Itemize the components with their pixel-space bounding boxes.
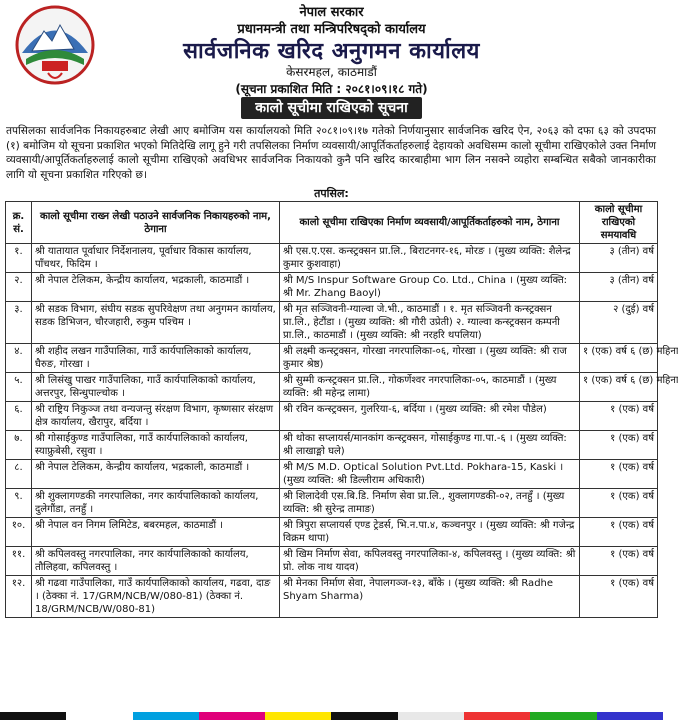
row-vendor: श्री त्रिपुरा सप्लायर्स एण्ड ट्रेडर्स, भि.न.पा.४, कञ्चनपुर । (मुख्य व्यक्ति: श्री गजेन्द्र विक्रम थापा) <box>280 518 580 547</box>
row-duration: ३ (तीन) वर्ष <box>580 244 658 273</box>
table-row <box>6 518 658 547</box>
table-row <box>6 273 658 302</box>
row-duration: २ (दुई) वर्ष <box>580 302 658 344</box>
ministry-name: प्रधानमन्त्री तथा मन्त्रिपरिषद्को कार्यालय <box>237 22 426 37</box>
row-public-body: श्री यातायात पूर्वाधार निर्देशनालय, पूर्वाधार विकास कार्यालय, पाँचथर, फिदिम । <box>32 244 280 273</box>
row-duration: १ (एक) वर्ष <box>580 402 658 431</box>
row-vendor: श्री सुम्मी कन्स्ट्रक्सन प्रा.लि., गोकर्णेश्वर नगरपालिका-०५, काठमाडौं । (मुख्य व्यक्ति: श्री महेन्द्र लामा) <box>280 373 580 402</box>
publish-date: (सूचना प्रकाशित मिति : २०८१।०९।१८ गते) <box>235 82 428 96</box>
table-body <box>6 244 678 618</box>
table-header-row <box>6 202 658 244</box>
print-color-bar <box>0 712 663 720</box>
row-sn: ३. <box>6 302 32 344</box>
office-location: केसरमहल, काठमाडौं <box>286 65 377 79</box>
blacklist-table <box>5 201 678 618</box>
notice-banner <box>0 97 663 121</box>
government-name: नेपाल सरकार <box>299 5 364 20</box>
row-sn: २. <box>6 273 32 302</box>
row-duration: १ (एक) वर्ष <box>580 460 658 489</box>
row-sn: १०. <box>6 518 32 547</box>
notice-title: कालो सूचीमा राखिएको सूचना <box>241 97 421 119</box>
row-public-body: श्री सडक विभाग, संघीय सडक सुपरिवेक्षण तथा अनुगमन कार्यालय, सडक डिभिजन, चौरजहारी, रुकुम पश्चिम । <box>32 302 280 344</box>
tapsil-heading: तपसिल: <box>314 187 349 200</box>
row-vendor: श्री मृत सञ्जिवनी-ग्याल्वा जे.भी., काठमाडौं । १. मृत सञ्जिवनी कन्स्ट्रक्सन प्रा.लि., हेटौंडा । (मुख्य व्यक्ति: श्री गौरी उप्रेती) २. ग्याल्वा कन्स्ट्रक्सन कम्पनी प्रा.लि., काठमाडौं । (मुख्य व्यक्ति: श्री नरहरि थपलिया) <box>280 302 580 344</box>
header-sn: क्र. सं. <box>6 202 32 244</box>
row-vendor: श्री थोका सप्लायर्स/मानकांग कन्स्ट्रक्सन, गोसाईकुण्ड गा.पा.-६ । (मुख्य व्यक्ति: श्री लाखाङ्मो घले) <box>280 431 580 460</box>
table-row <box>6 460 658 489</box>
row-duration: १ (एक) वर्ष <box>580 576 658 618</box>
table-row <box>6 489 658 518</box>
row-duration: ३ (तीन) वर्ष <box>580 273 658 302</box>
row-vendor: श्री रविन कन्स्ट्रक्सन, गुलरिया-६, बर्दिया । (मुख्य व्यक्ति: श्री रमेश पौडेल) <box>280 402 580 431</box>
row-duration: १ (एक) वर्ष <box>580 489 658 518</box>
row-sn: १. <box>6 244 32 273</box>
header-duration: कालो सूचीमा राखिएको समयावधि <box>580 202 658 244</box>
row-public-body: श्री गढवा गाउँपालिका, गाउँ कार्यपालिकाको कार्यालय, गढवा, दाङ । (ठेक्का नं. 17/GRM/NCB/W/080-81) (ठेक्का नं. 18/GRM/NCB/W/080-81) <box>32 576 280 618</box>
row-vendor: श्री एस.ए.एस. कन्स्ट्रक्सन प्रा.लि., बिराटनगर-१६, मोरङ । (मुख्य व्यक्ति: शैलेन्द्र कुमार कुशवाहा) <box>280 244 580 273</box>
row-duration: १ (एक) वर्ष <box>580 431 658 460</box>
table-row <box>6 576 658 618</box>
row-vendor: श्री M/S M.D. Optical Solution Pvt.Ltd. Pokhara-15, Kaski । (मुख्य व्यक्ति: श्री डिल्लीराम अधिकारी) <box>280 460 580 489</box>
office-title: सार्वजनिक खरिद अनुगमन कार्यालय <box>183 39 480 64</box>
header-vendor: कालो सूचीमा राखिएका निर्माण व्यवसायी/आपूर्तिकर्ताहरुको नाम, ठेगाना <box>280 202 580 244</box>
table-row <box>6 344 658 373</box>
table-row <box>6 547 658 576</box>
row-sn: ५. <box>6 373 32 402</box>
row-public-body: श्री नेपाल टेलिकम, केन्द्रीय कार्यालय, भद्रकाली, काठमाडौं । <box>32 273 280 302</box>
row-public-body: श्री शुक्लागण्डकी नगरपालिका, नगर कार्यपालिकाको कार्यालय, दुलेगौंडा, तनहुँ । <box>32 489 280 518</box>
row-sn: ७. <box>6 431 32 460</box>
row-sn: ८. <box>6 460 32 489</box>
table-row <box>6 373 658 402</box>
row-sn: ११. <box>6 547 32 576</box>
table-row <box>6 402 658 431</box>
row-public-body: श्री नेपाल वन निगम लिमिटेड, बबरमहल, काठमाडौं । <box>32 518 280 547</box>
table-row <box>6 302 658 344</box>
intro-paragraph: तपसिलका सार्वजनिक निकायहरुबाट लेखी आए बमोजिम यस कार्यालयको मिति २०८१।०९।१७ गतेको निर्णयानुसार सार्वजनिक खरिद ऐन, २०६३ को दफा ६३ को उपदफा (१) बमोजिम यो सूचना प्रकाशित भएको मितिदेखि लागू हुने गरी तपसिलका निर्माण व्यवसायी/आपूर्तिकर्ताहरुलाई देहायको अवधिसम्म कालो सूचीमा राखिएकोले उक्त निर्माण व्यवसायी/आपूर्तिकर्ताहरुलाई कालो सूचीमा राखिएको अवधिभर सार्वजनिक निकायको कुनै पनि खरिद कारबाहीमा भाग लिन नसक्ने व्यहोरा सम्बन्धित सबैको जानकारीका लागि यो सूचना प्रकाशित गरिएको छ। <box>6 125 656 181</box>
header-body: कालो सूचीमा राख्न लेखी पठाउने सार्वजनिक निकायहरुको नाम, ठेगाना <box>32 202 280 244</box>
table-row <box>6 244 658 273</box>
row-sn: ४. <box>6 344 32 373</box>
row-duration: १ (एक) वर्ष ६ (छ) महिना <box>580 344 658 373</box>
row-vendor: श्री M/S Inspur Software Group Co. Ltd., China । (मुख्य व्यक्ति: श्री Mr. Zhang Baoyl) <box>280 273 580 302</box>
header <box>0 0 663 96</box>
row-vendor: श्री लक्ष्मी कन्स्ट्रक्सन, गोरखा नगरपालिका-०६, गोरखा । (मुख्य व्यक्ति: श्री राज कुमार श्रेष्ठ) <box>280 344 580 373</box>
row-duration: १ (एक) वर्ष <box>580 547 658 576</box>
row-public-body: श्री गोसाईकुण्ड गाउँपालिका, गाउँ कार्यपालिकाको कार्यालय, स्याफ्रुबेसी, रसुवा । <box>32 431 280 460</box>
row-public-body: श्री नेपाल टेलिकम, केन्द्रीय कार्यालय, भद्रकाली, काठमाडौं । <box>32 460 280 489</box>
row-sn: १२. <box>6 576 32 618</box>
row-duration: १ (एक) वर्ष <box>580 518 658 547</box>
row-public-body: श्री शहीद लखन गाउँपालिका, गाउँ कार्यपालिकाको कार्यालय, घैरुङ, गोरखा । <box>32 344 280 373</box>
row-vendor: श्री शिलादेवी एस.बि.डि. निर्माण सेवा प्रा.लि., शुक्लागण्डकी-०२, तनहुँ । (मुख्य व्यक्ति: श्री सुरेन्द्र तामाङ) <box>280 489 580 518</box>
table-row <box>6 431 658 460</box>
row-duration: १ (एक) वर्ष ६ (छ) महिना <box>580 373 658 402</box>
row-public-body: श्री लिसंखु पाखर गाउँपालिका, गाउँ कार्यपालिकाको कार्यालय, अत्तरपुर, सिन्धुपाल्चोक । <box>32 373 280 402</box>
row-vendor: श्री खिम निर्माण सेवा, कपिलवस्तु नगरपालिका-४, कपिलवस्तु । (मुख्य व्यक्ति: श्री प्रो. लोक नाथ यादव) <box>280 547 580 576</box>
row-sn: ६. <box>6 402 32 431</box>
row-vendor: श्री मेनका निर्माण सेवा, नेपालगञ्ज-१३, बाँके । (मुख्य व्यक्ति: श्री Radhe Shyam Sharma) <box>280 576 580 618</box>
row-sn: ९. <box>6 489 32 518</box>
row-public-body: श्री राष्ट्रिय निकुञ्ज तथा वन्यजन्तु संरक्षण विभाग, कृष्णसार संरक्षण क्षेत्र कार्यालय, खैरापुर, बर्दिया । <box>32 402 280 431</box>
row-public-body: श्री कपिलवस्तु नगरपालिका, नगर कार्यपालिकाको कार्यालय, तौलिहवा, कपिलवस्तु । <box>32 547 280 576</box>
